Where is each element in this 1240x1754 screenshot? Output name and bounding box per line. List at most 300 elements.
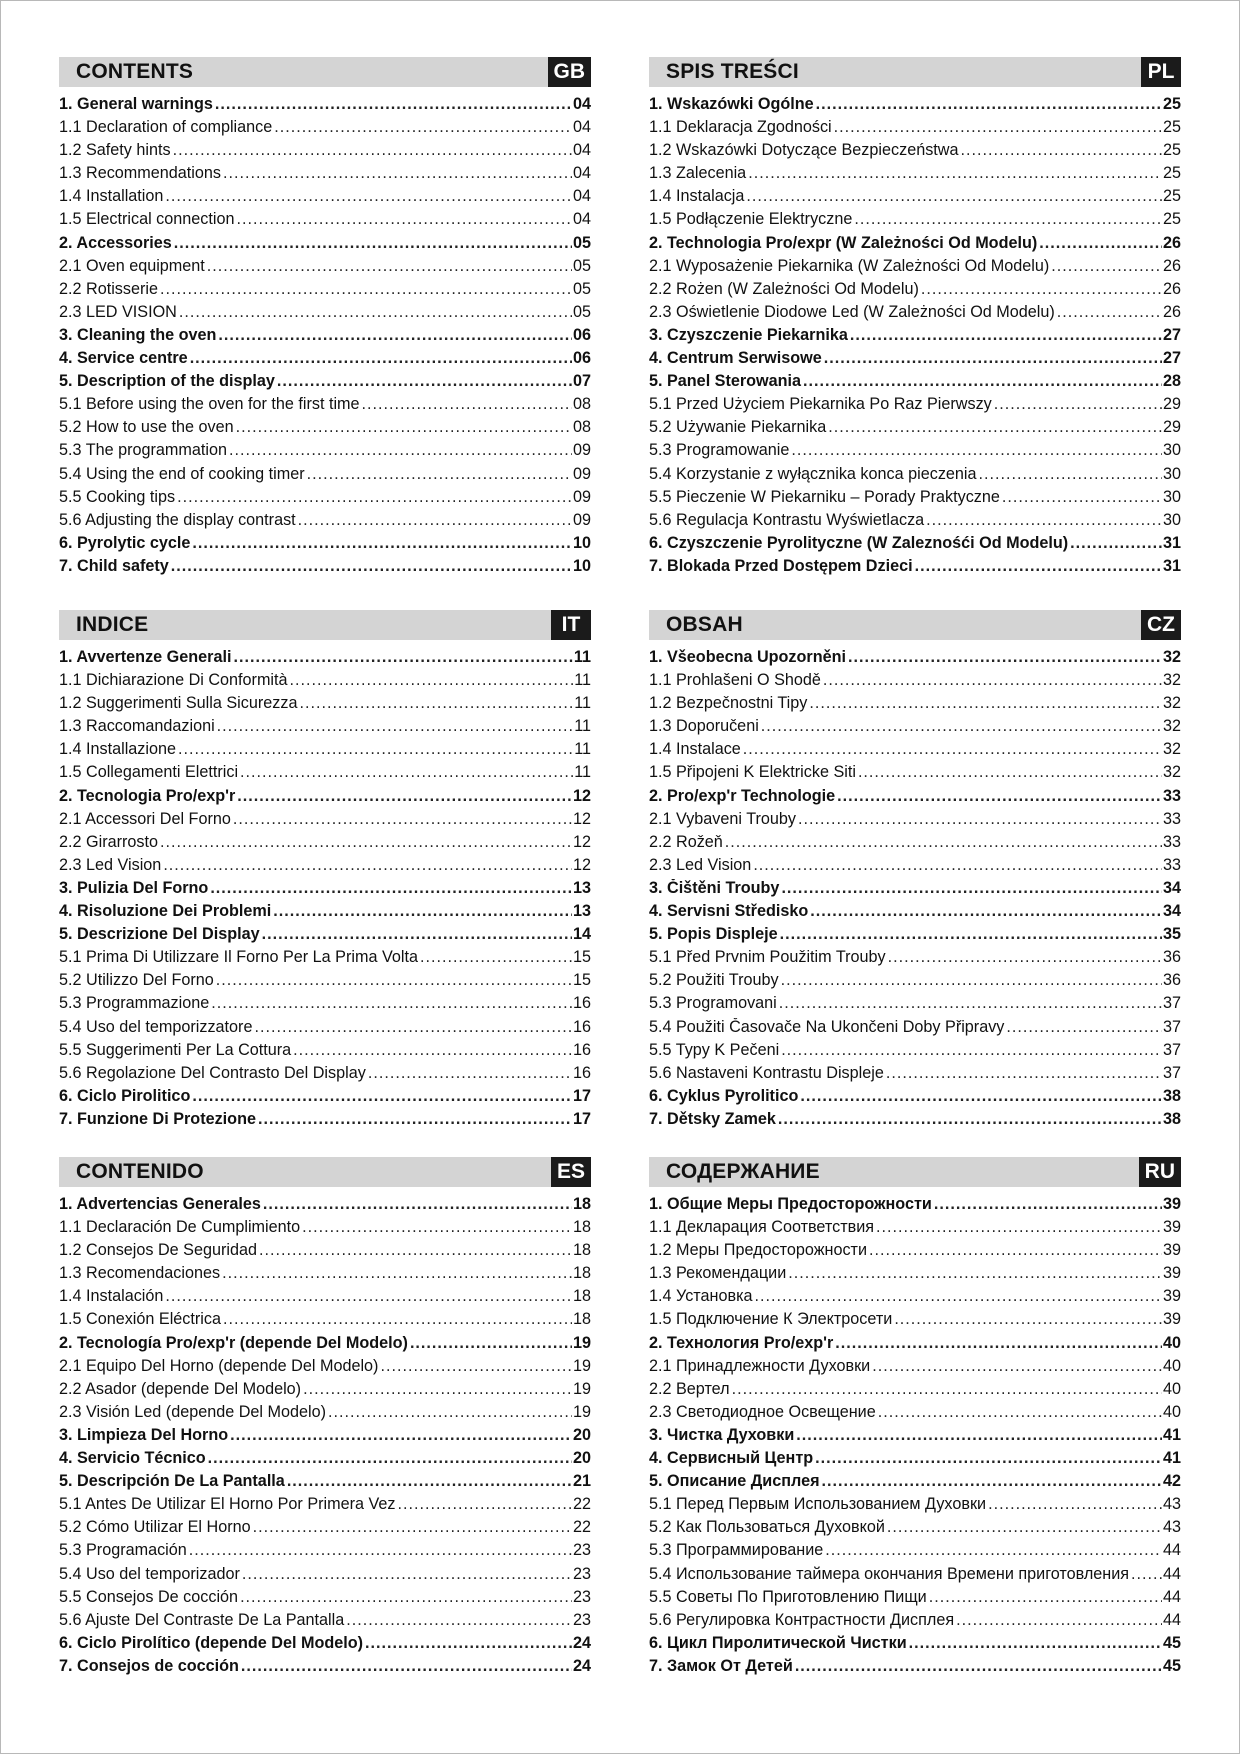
toc-entry	[649, 1018, 1181, 1041]
toc-entry-label: 5.1 Перед Первым Использованием Духовки	[649, 1495, 987, 1514]
toc-entry	[59, 1334, 591, 1357]
section-title: SPIS TREŚCI	[666, 60, 799, 83]
toc-entry-page: 30	[1162, 487, 1181, 506]
toc-entry-page: 25	[1162, 210, 1181, 229]
toc-entry-page: 32	[1162, 717, 1181, 736]
toc-entry	[649, 787, 1181, 810]
dot-leader	[810, 902, 1162, 921]
toc-entry	[649, 1426, 1181, 1449]
dot-leader	[872, 1357, 1162, 1376]
dot-leader	[368, 1064, 572, 1083]
dot-leader	[1039, 234, 1162, 253]
toc-entry-label: 1.1 Declaración De Cumplimiento	[59, 1218, 301, 1237]
toc-entry-page: 35	[1162, 925, 1181, 944]
toc-entry-label: 7. Dětsky Zamek	[649, 1109, 776, 1128]
toc-entry	[649, 465, 1181, 488]
toc-entry-label: 1.2 Bezpečnostni Tipy	[649, 694, 808, 713]
toc-entry-page: 25	[1162, 141, 1181, 160]
toc-entry	[59, 833, 591, 856]
toc-entry-page: 43	[1162, 1518, 1181, 1537]
toc-entry-label: 2.3 Oświetlenie Diodowe Led (W Zależności Od Modelu)	[649, 302, 1055, 321]
toc-entry-label: 5.1 Before using the oven for the first time	[59, 395, 360, 414]
toc-entry	[59, 902, 591, 925]
toc-entry-page: 19	[572, 1402, 591, 1421]
toc-entry	[649, 902, 1181, 925]
toc-entry-page: 24	[572, 1633, 591, 1652]
toc-entry-page: 16	[572, 994, 591, 1013]
toc-entry-label: 1.3 Doporučeni	[649, 717, 759, 736]
dot-leader	[887, 1518, 1162, 1537]
dot-leader	[816, 95, 1162, 114]
toc-entry	[649, 810, 1181, 833]
dot-leader	[303, 1380, 572, 1399]
dot-leader	[815, 1449, 1162, 1468]
toc-entry	[59, 1426, 591, 1449]
toc-entry-page: 10	[572, 556, 591, 575]
dot-leader	[1131, 1565, 1162, 1584]
toc-entry-label: 5.3 Программирование	[649, 1541, 824, 1560]
toc-entry-page: 16	[572, 1063, 591, 1082]
dot-leader	[230, 1426, 572, 1445]
toc-entry-label: 1.2 Wskazówki Dotyczące Bezpieczeństwa	[649, 141, 959, 160]
toc-entry-page: 34	[1162, 902, 1181, 921]
toc-entry-page: 04	[572, 95, 591, 113]
toc-entry-label: 5.3 Programovani	[649, 994, 777, 1013]
toc-entry-page: 44	[1162, 1541, 1181, 1560]
dot-leader	[274, 118, 572, 137]
section-header	[649, 57, 1181, 87]
toc-entry-label: 1.1 Deklaracja Zgodności	[649, 118, 832, 137]
toc-entry-page: 44	[1162, 1610, 1181, 1629]
dot-leader	[298, 511, 572, 530]
dot-leader	[211, 994, 572, 1013]
toc-entry-label: 2.3 LED VISION	[59, 302, 177, 321]
toc-entry-page: 11	[574, 763, 591, 782]
toc-entry-label: 1.2 Safety hints	[59, 141, 171, 160]
toc-entry-page: 26	[1162, 302, 1181, 321]
toc-entry	[59, 1541, 591, 1564]
toc-entry	[59, 694, 591, 717]
toc-entry-page: 25	[1162, 187, 1181, 206]
toc-entry-label: 2.3 Led Vision	[649, 855, 752, 874]
toc-entry-page: 26	[1162, 256, 1181, 275]
dot-leader	[788, 1264, 1162, 1283]
toc-entry-label: 5.5 Советы По Приготовлению Пищи	[649, 1587, 927, 1606]
toc-entry-label: 5.6 Nastaveni Kontrastu Displeje	[649, 1063, 884, 1082]
toc-entry-page: 36	[1162, 971, 1181, 990]
toc-entry-page: 39	[1162, 1195, 1181, 1213]
dot-leader	[236, 418, 572, 437]
toc-entry	[59, 1634, 591, 1657]
dot-leader	[177, 488, 572, 507]
toc-entry	[59, 95, 591, 118]
dot-leader	[179, 303, 572, 322]
toc-entry	[649, 1380, 1181, 1403]
dot-leader	[761, 717, 1162, 736]
dot-leader	[208, 1449, 572, 1468]
toc-entry-page: 07	[572, 372, 591, 391]
dot-leader	[178, 740, 573, 759]
toc-entry-page: 28	[1162, 372, 1181, 391]
dot-leader	[858, 763, 1162, 782]
toc-entry	[59, 280, 591, 303]
toc-entry-page: 44	[1162, 1564, 1181, 1583]
toc-entry-label: 4. Centrum Serwisowe	[649, 349, 822, 368]
section-title: СОДЕРЖАНИЕ	[666, 1160, 820, 1183]
toc-entry-page: 43	[1162, 1495, 1181, 1514]
toc-entry-label: 2. Tecnologia Pro/exp'r	[59, 786, 236, 805]
toc-entry-label: 3. Czyszczenie Piekarnika	[649, 325, 848, 344]
toc-entry-label: 6. Ciclo Pirolítico (depende Del Modelo)	[59, 1633, 363, 1652]
toc-entry-page: 29	[1162, 418, 1181, 437]
dot-leader	[1070, 534, 1162, 553]
toc-entry	[59, 1472, 591, 1495]
dot-leader	[850, 326, 1162, 345]
toc-entry-label: 1.3 Recomendaciones	[59, 1264, 221, 1283]
toc-entry	[59, 763, 591, 786]
dot-leader	[809, 694, 1162, 713]
dot-leader	[956, 1611, 1162, 1630]
toc-list	[59, 1195, 591, 1680]
toc-entry-label: 1.5 Conexión Eléctrica	[59, 1310, 221, 1329]
dot-leader	[258, 1110, 572, 1129]
toc-entry	[59, 488, 591, 511]
dot-leader	[254, 1018, 572, 1037]
toc-entry	[59, 787, 591, 810]
toc-entry	[649, 717, 1181, 740]
toc-entry-page: 25	[1162, 118, 1181, 137]
dot-leader	[746, 187, 1162, 206]
toc-entry-label: 1.2 Consejos De Seguridad	[59, 1241, 257, 1260]
toc-entry-page: 27	[1162, 349, 1181, 368]
toc-entry-page: 04	[572, 187, 591, 206]
toc-entry	[59, 418, 591, 441]
toc-entry-label: 5.4 Using the end of cooking timer	[59, 464, 305, 483]
toc-entry	[59, 210, 591, 233]
toc-entry-page: 39	[1162, 1310, 1181, 1329]
toc-entry-label: 4. Risoluzione Dei Problemi	[59, 902, 272, 921]
language-code-badge: GB	[548, 57, 592, 87]
dot-leader	[277, 372, 572, 391]
toc-entry	[59, 441, 591, 464]
toc-entry	[649, 1357, 1181, 1380]
dot-leader	[921, 280, 1162, 299]
toc-entry-label: 5.4 Korzystanie z wyłącznika konca pieczenia	[649, 464, 977, 483]
toc-entry-page: 38	[1162, 1086, 1181, 1105]
toc-entry-page: 09	[572, 464, 591, 483]
toc-entry-page: 25	[1162, 164, 1181, 183]
toc-entry-page: 30	[1162, 441, 1181, 460]
toc-entry-label: 1.5 Electrical connection	[59, 210, 235, 229]
toc-entry-page: 30	[1162, 510, 1181, 529]
dot-leader	[222, 1264, 572, 1283]
dot-leader	[293, 1041, 572, 1060]
toc-entry	[59, 1064, 591, 1087]
dot-leader	[725, 833, 1162, 852]
toc-entry-page: 39	[1162, 1287, 1181, 1306]
language-code-badge: PL	[1141, 57, 1181, 87]
toc-entry-page: 33	[1162, 809, 1181, 828]
toc-entry-label: 5.2 Utilizzo Del Forno	[59, 971, 214, 990]
toc-entry-page: 32	[1162, 671, 1181, 690]
toc-entry	[59, 1657, 591, 1680]
toc-entry-page: 12	[572, 855, 591, 874]
toc-entry-label: 5.5 Typy K Pečeni	[649, 1040, 780, 1059]
toc-entry-label: 2.1 Vybaveni Trouby	[649, 809, 796, 828]
toc-entry-label: 2.1 Oven equipment	[59, 256, 205, 275]
dot-leader	[328, 1403, 572, 1422]
section-ru	[649, 1157, 1181, 1680]
toc-entry-label: 2.2 Rožeň	[649, 832, 723, 851]
toc-entry-label: 5.3 Programación	[59, 1541, 187, 1560]
toc-entry-page: 11	[574, 671, 591, 690]
toc-entry-label: 5.5 Pieczenie W Piekarniku – Porady Praktyczne	[649, 487, 1000, 506]
toc-entry	[59, 164, 591, 187]
dot-leader	[732, 1380, 1162, 1399]
section-title: INDICE	[76, 613, 149, 636]
dot-leader	[215, 95, 572, 114]
dot-leader	[236, 210, 572, 229]
dot-leader	[886, 1064, 1162, 1083]
toc-entry	[59, 1218, 591, 1241]
dot-leader	[241, 1657, 572, 1676]
toc-entry	[59, 994, 591, 1017]
toc-entry-label: 1.1 Dichiarazione Di Conformità	[59, 671, 288, 690]
toc-entry-label: 5.6 Regolazione Del Contrasto Del Display	[59, 1063, 366, 1082]
toc-entry	[649, 118, 1181, 141]
toc-entry-page: 24	[572, 1656, 591, 1675]
toc-entry	[649, 210, 1181, 233]
toc-entry-page: 04	[572, 164, 591, 183]
section-title: CONTENTS	[76, 60, 194, 83]
dot-leader	[171, 557, 572, 576]
toc-entry-label: 5.6 Регулировка Контрастности Дисплея	[649, 1610, 955, 1629]
dot-leader	[242, 1565, 572, 1584]
toc-entry-label: 2. Accessories	[59, 233, 172, 252]
toc-entry-page: 04	[572, 141, 591, 160]
dot-leader	[190, 349, 572, 368]
dot-leader	[781, 971, 1162, 990]
toc-entry-label: 5. Popis Displeje	[649, 925, 778, 944]
toc-entry	[649, 1310, 1181, 1333]
toc-entry	[59, 1449, 591, 1472]
dot-leader	[174, 234, 572, 253]
dot-leader	[869, 1241, 1162, 1260]
toc-entry-label: 1.2 Меры Предосторожности	[649, 1241, 868, 1260]
toc-entry-page: 23	[572, 1564, 591, 1583]
dot-leader	[307, 465, 572, 484]
toc-entry	[649, 1449, 1181, 1472]
dot-leader	[262, 925, 572, 944]
toc-entry-page: 16	[572, 1040, 591, 1059]
dot-leader	[233, 810, 572, 829]
toc-entry-page: 38	[1162, 1109, 1181, 1128]
toc-entry	[59, 465, 591, 488]
toc-entry-label: 2.1 Принадлежности Духовки	[649, 1356, 871, 1375]
toc-entry-page: 45	[1162, 1633, 1181, 1652]
toc-entry	[59, 118, 591, 141]
toc-entry	[59, 648, 591, 671]
toc-list	[59, 95, 591, 580]
toc-entry	[649, 694, 1181, 717]
toc-entry	[649, 1634, 1181, 1657]
toc-entry-label: 6. Czyszczenie Pyrolityczne (W Zaleznośći Od Modelu)	[649, 533, 1069, 552]
toc-entry	[649, 1110, 1181, 1133]
toc-entry-label: 2.2 Girarrosto	[59, 832, 158, 851]
toc-entry-label: 1.4 Installazione	[59, 740, 176, 759]
toc-entry-label: 5. Panel Sterowania	[649, 372, 802, 391]
toc-entry-label: 3. Limpieza Del Horno	[59, 1425, 229, 1444]
toc-entry	[649, 418, 1181, 441]
toc-entry-label: 7. Consejos de cocción	[59, 1656, 239, 1675]
dot-leader	[822, 1472, 1162, 1491]
toc-entry-label: 4. Сервисный Центр	[649, 1449, 814, 1468]
toc-entry-page: 32	[1162, 694, 1181, 713]
toc-entry	[649, 1241, 1181, 1264]
toc-entry-page: 20	[572, 1425, 591, 1444]
toc-entry-label: 5. Description of the display	[59, 372, 275, 391]
toc-entry-label: 5.4 Uso del temporizzatore	[59, 1017, 253, 1036]
toc-entry-label: 5.2 Używanie Piekarnika	[649, 418, 827, 437]
toc-entry-label: 1.4 Instalación	[59, 1287, 164, 1306]
toc-entry-label: 1.4 Instalace	[649, 740, 741, 759]
dot-leader	[237, 787, 572, 806]
toc-entry	[59, 1518, 591, 1541]
toc-entry-page: 37	[1162, 1040, 1181, 1059]
toc-entry-page: 15	[572, 948, 591, 967]
toc-entry-label: 5.1 Przed Użyciem Piekarnika Po Raz Pierwszy	[649, 395, 992, 414]
toc-entry	[649, 740, 1181, 763]
dot-leader	[189, 1541, 572, 1560]
dot-leader	[240, 763, 573, 782]
toc-entry-label: 5.3 The programmation	[59, 441, 227, 460]
toc-entry-page: 20	[572, 1449, 591, 1468]
toc-entry	[649, 648, 1181, 671]
dot-leader	[748, 164, 1162, 183]
toc-entry-page: 13	[572, 902, 591, 921]
toc-entry	[649, 395, 1181, 418]
toc-entry-page: 18	[572, 1264, 591, 1283]
toc-entry	[649, 1218, 1181, 1241]
toc-entry-label: 5.2 Použiti Trouby	[649, 971, 779, 990]
toc-entry-page: 19	[572, 1333, 591, 1352]
dot-leader	[778, 1110, 1162, 1129]
toc-entry	[649, 1087, 1181, 1110]
toc-entry-label: 1. General warnings	[59, 95, 213, 113]
toc-entry-label: 2.1 Equipo Del Horno (depende Del Modelo)	[59, 1356, 379, 1375]
toc-entry	[649, 1264, 1181, 1287]
toc-entry	[59, 257, 591, 280]
toc-entry-label: 5.6 Regulacja Kontrastu Wyświetlacza	[649, 510, 925, 529]
dot-leader	[834, 118, 1162, 137]
toc-entry-label: 5.5 Consejos De cocción	[59, 1587, 239, 1606]
toc-entry	[59, 1018, 591, 1041]
dot-leader	[848, 648, 1162, 667]
toc-entry-label: 5.5 Suggerimenti Per La Cottura	[59, 1040, 292, 1059]
section-header	[649, 1157, 1181, 1187]
dot-leader	[397, 1495, 572, 1514]
dot-leader	[233, 648, 572, 667]
toc-entry-label: 2.2 Rożen (W Zależności Od Modelu)	[649, 279, 919, 298]
toc-list	[649, 648, 1181, 1133]
dot-leader	[229, 441, 572, 460]
toc-entry-page: 18	[572, 1195, 591, 1213]
toc-entry	[649, 349, 1181, 372]
toc-entry-page: 18	[572, 1310, 591, 1329]
toc-entry	[59, 740, 591, 763]
toc-entry	[59, 534, 591, 557]
dot-leader	[781, 879, 1162, 898]
dot-leader	[165, 1287, 572, 1306]
toc-entry-page: 45	[1162, 1656, 1181, 1675]
dot-leader	[273, 902, 572, 921]
toc-entry-page: 15	[572, 971, 591, 990]
section-pl	[649, 57, 1181, 580]
toc-entry-page: 06	[572, 349, 591, 368]
toc-entry-page: 08	[572, 418, 591, 437]
dot-leader	[207, 257, 572, 276]
dot-leader	[828, 418, 1162, 437]
toc-entry	[59, 925, 591, 948]
dot-leader	[287, 1472, 572, 1491]
toc-entry-label: 5.6 Ajuste Del Contraste De La Pantalla	[59, 1610, 345, 1629]
toc-entry-page: 25	[1162, 95, 1181, 113]
toc-entry-label: 2.1 Wyposażenie Piekarnika (W Zależności Od Modelu)	[649, 256, 1050, 275]
toc-entry	[649, 856, 1181, 879]
toc-entry	[649, 1657, 1181, 1680]
toc-list	[649, 95, 1181, 580]
dot-leader	[823, 671, 1162, 690]
toc-entry	[649, 1611, 1181, 1634]
toc-entry-page: 19	[572, 1356, 591, 1375]
toc-entry-page: 41	[1162, 1425, 1181, 1444]
toc-entry-page: 37	[1162, 1017, 1181, 1036]
section-it	[59, 610, 591, 1133]
toc-entry	[649, 1565, 1181, 1588]
section-title: CONTENIDO	[76, 1160, 204, 1183]
dot-leader	[259, 1241, 572, 1260]
toc-entry	[59, 1287, 591, 1310]
toc-entry-page: 11	[574, 740, 591, 759]
dot-leader	[824, 349, 1162, 368]
toc-entry-label: 6. Цикл Пиролитической Чистки	[649, 1633, 907, 1652]
toc-entry	[59, 303, 591, 326]
toc-entry-label: 1. Общие Меры Предосторожности	[649, 1195, 932, 1213]
toc-entry-page: 39	[1162, 1218, 1181, 1237]
toc-entry-label: 5.3 Programowanie	[649, 441, 790, 460]
toc-entry	[59, 511, 591, 534]
toc-entry-page: 31	[1162, 533, 1181, 552]
language-code-badge: ES	[551, 1157, 591, 1187]
dot-leader	[854, 210, 1162, 229]
toc-entry-page: 23	[572, 1587, 591, 1606]
toc-entry-page: 39	[1162, 1264, 1181, 1283]
toc-entry-page: 40	[1162, 1333, 1181, 1352]
toc-list	[59, 648, 591, 1133]
toc-entry-page: 08	[572, 395, 591, 414]
dot-leader	[779, 994, 1162, 1013]
toc-entry-label: 5.5 Cooking tips	[59, 487, 176, 506]
toc-entry	[649, 164, 1181, 187]
toc-entry-page: 04	[572, 210, 591, 229]
toc-entry-page: 32	[1162, 740, 1181, 759]
dot-leader	[173, 141, 572, 160]
dot-leader	[299, 694, 573, 713]
toc-entry	[649, 671, 1181, 694]
toc-entry-page: 12	[572, 786, 591, 805]
toc-entry-page: 32	[1162, 763, 1181, 782]
dot-leader	[994, 395, 1162, 414]
